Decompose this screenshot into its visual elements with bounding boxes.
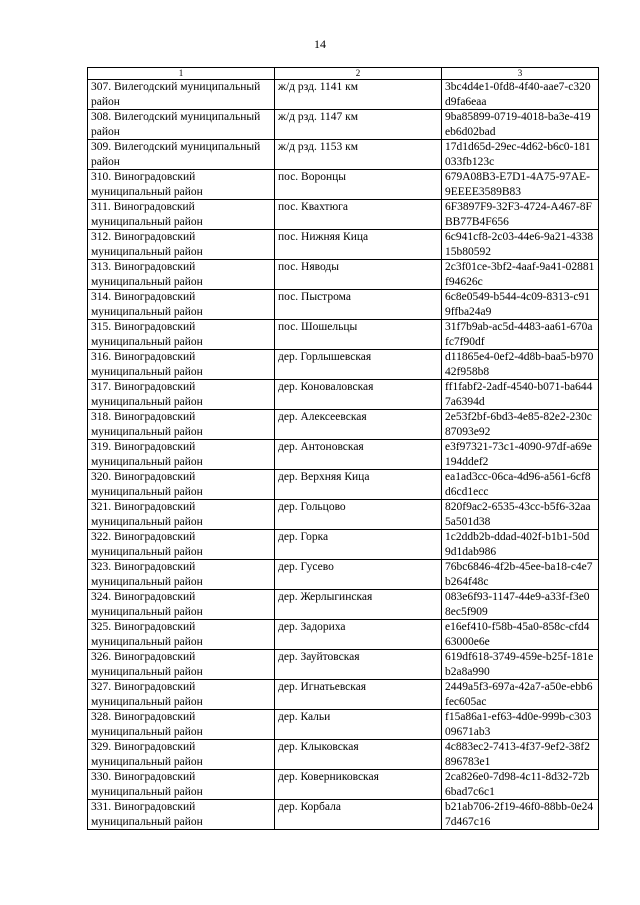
guid-cell: f15a86a1-ef63-4d0e-999b-c30309671ab3	[442, 710, 599, 740]
district-cell: 323. Виноградовский муниципальный район	[88, 560, 275, 590]
settlements-table	[87, 67, 599, 830]
table-row	[88, 320, 599, 350]
settlement-cell: пос. Няводы	[275, 260, 442, 290]
guid-cell: 2c3f01ce-3bf2-4aaf-9a41-02881f94626c	[442, 260, 599, 290]
guid-cell: e16ef410-f58b-45a0-858c-cfd463000e6e	[442, 620, 599, 650]
district-cell: 308. Вилегодский муниципальный район	[88, 110, 275, 140]
settlement-cell: дер. Задориха	[275, 620, 442, 650]
district-cell: 309. Вилегодский муниципальный район	[88, 140, 275, 170]
settlement-cell: пос. Нижняя Кица	[275, 230, 442, 260]
settlement-cell: дер. Кальи	[275, 710, 442, 740]
guid-cell: 083e6f93-1147-44e9-a33f-f3e08ec5f909	[442, 590, 599, 620]
table-row	[88, 770, 599, 800]
district-cell: 321. Виноградовский муниципальный район	[88, 500, 275, 530]
table-row	[88, 260, 599, 290]
table-header-row	[88, 68, 599, 80]
guid-cell: 17d1d65d-29ec-4d62-b6c0-181033fb123c	[442, 140, 599, 170]
settlement-cell: пос. Воронцы	[275, 170, 442, 200]
settlement-cell: дер. Жерлыгинская	[275, 590, 442, 620]
table-row	[88, 410, 599, 440]
column-header-3: 3	[442, 68, 599, 80]
guid-cell: 6c941cf8-2c03-44e6-9a21-433815b80592	[442, 230, 599, 260]
guid-cell: b21ab706-2f19-46f0-88bb-0e247d467c16	[442, 800, 599, 830]
district-cell: 327. Виноградовский муниципальный район	[88, 680, 275, 710]
district-cell: 329. Виноградовский муниципальный район	[88, 740, 275, 770]
district-cell: 316. Виноградовский муниципальный район	[88, 350, 275, 380]
table-row	[88, 740, 599, 770]
district-cell: 330. Виноградовский муниципальный район	[88, 770, 275, 800]
district-cell: 311. Виноградовский муниципальный район	[88, 200, 275, 230]
settlement-cell: дер. Гусево	[275, 560, 442, 590]
table-row	[88, 200, 599, 230]
guid-cell: 2ca826e0-7d98-4c11-8d32-72b6bad7c6c1	[442, 770, 599, 800]
settlement-cell: пос. Пыстрома	[275, 290, 442, 320]
settlement-cell: дер. Корбала	[275, 800, 442, 830]
guid-cell: e3f97321-73c1-4090-97df-a69e194ddef2	[442, 440, 599, 470]
table-body	[88, 80, 599, 830]
table-row	[88, 800, 599, 830]
settlement-cell: дер. Алексеевская	[275, 410, 442, 440]
settlement-cell: ж/д рзд. 1147 км	[275, 110, 442, 140]
settlement-cell: дер. Антоновская	[275, 440, 442, 470]
table-row	[88, 350, 599, 380]
district-cell: 324. Виноградовский муниципальный район	[88, 590, 275, 620]
settlement-cell: дер. Зауйтовская	[275, 650, 442, 680]
page-number: 14	[314, 37, 326, 51]
table-row	[88, 110, 599, 140]
guid-cell: ff1fabf2-2adf-4540-b071-ba6447a6394d	[442, 380, 599, 410]
district-cell: 320. Виноградовский муниципальный район	[88, 470, 275, 500]
guid-cell: 1c2ddb2b-ddad-402f-b1b1-50d9d1dab986	[442, 530, 599, 560]
settlement-cell: пос. Шошельцы	[275, 320, 442, 350]
table-row	[88, 530, 599, 560]
guid-cell: 9ba85899-0719-4018-ba3e-419eb6d02bad	[442, 110, 599, 140]
table-row	[88, 380, 599, 410]
district-cell: 325. Виноградовский муниципальный район	[88, 620, 275, 650]
settlement-cell: дер. Игнатьевская	[275, 680, 442, 710]
guid-cell: 679A08B3-E7D1-4A75-97AE-9EEEE3589B83	[442, 170, 599, 200]
guid-cell: 3bc4d4e1-0fd8-4f40-aae7-c320d9fa6eaa	[442, 80, 599, 110]
table-row	[88, 290, 599, 320]
district-cell: 317. Виноградовский муниципальный район	[88, 380, 275, 410]
guid-cell: 6F3897F9-32F3-4724-A467-8FBB77B4F656	[442, 200, 599, 230]
settlement-cell: дер. Горлышевская	[275, 350, 442, 380]
district-cell: 314. Виноградовский муниципальный район	[88, 290, 275, 320]
table-row	[88, 140, 599, 170]
district-cell: 331. Виноградовский муниципальный район	[88, 800, 275, 830]
table-row	[88, 230, 599, 260]
guid-cell: 2e53f2bf-6bd3-4e85-82e2-230c87093e92	[442, 410, 599, 440]
settlement-cell: дер. Коверниковская	[275, 770, 442, 800]
settlement-cell: дер. Клыковская	[275, 740, 442, 770]
column-header-2: 2	[275, 68, 442, 80]
table-row	[88, 680, 599, 710]
guid-cell: ea1ad3cc-06ca-4d96-a561-6cf8d6cd1ecc	[442, 470, 599, 500]
district-cell: 307. Вилегодский муниципальный район	[88, 80, 275, 110]
guid-cell: 619df618-3749-459e-b25f-181eb2a8a990	[442, 650, 599, 680]
guid-cell: 2449a5f3-697a-42a7-a50e-ebb6fec605ac	[442, 680, 599, 710]
district-cell: 312. Виноградовский муниципальный район	[88, 230, 275, 260]
district-cell: 326. Виноградовский муниципальный район	[88, 650, 275, 680]
guid-cell: 6c8e0549-b544-4c09-8313-c919ffba24a9	[442, 290, 599, 320]
guid-cell: 4c883ec2-7413-4f37-9ef2-38f2896783e1	[442, 740, 599, 770]
guid-cell: 31f7b9ab-ac5d-4483-aa61-670afc7f90df	[442, 320, 599, 350]
table-row	[88, 650, 599, 680]
settlement-cell: дер. Верхняя Кица	[275, 470, 442, 500]
guid-cell: 76bc6846-4f2b-45ee-ba18-c4e7b264f48c	[442, 560, 599, 590]
column-header-1: 1	[88, 68, 275, 80]
district-cell: 328. Виноградовский муниципальный район	[88, 710, 275, 740]
district-cell: 315. Виноградовский муниципальный район	[88, 320, 275, 350]
guid-cell: d11865e4-0ef2-4d8b-baa5-b97042f958b8	[442, 350, 599, 380]
table-row	[88, 500, 599, 530]
settlement-cell: дер. Горка	[275, 530, 442, 560]
table-row	[88, 440, 599, 470]
table-row	[88, 470, 599, 500]
district-cell: 310. Виноградовский муниципальный район	[88, 170, 275, 200]
table-row	[88, 560, 599, 590]
settlement-cell: дер. Коноваловская	[275, 380, 442, 410]
settlement-cell: дер. Гольцово	[275, 500, 442, 530]
district-cell: 313. Виноградовский муниципальный район	[88, 260, 275, 290]
district-cell: 319. Виноградовский муниципальный район	[88, 440, 275, 470]
table-row	[88, 170, 599, 200]
district-cell: 318. Виноградовский муниципальный район	[88, 410, 275, 440]
settlement-cell: пос. Квахтюга	[275, 200, 442, 230]
table-row	[88, 620, 599, 650]
table-row	[88, 590, 599, 620]
table-row	[88, 80, 599, 110]
district-cell: 322. Виноградовский муниципальный район	[88, 530, 275, 560]
settlement-cell: ж/д рзд. 1153 км	[275, 140, 442, 170]
settlement-cell: ж/д рзд. 1141 км	[275, 80, 442, 110]
guid-cell: 820f9ac2-6535-43cc-b5f6-32aa5a501d38	[442, 500, 599, 530]
table-row	[88, 710, 599, 740]
